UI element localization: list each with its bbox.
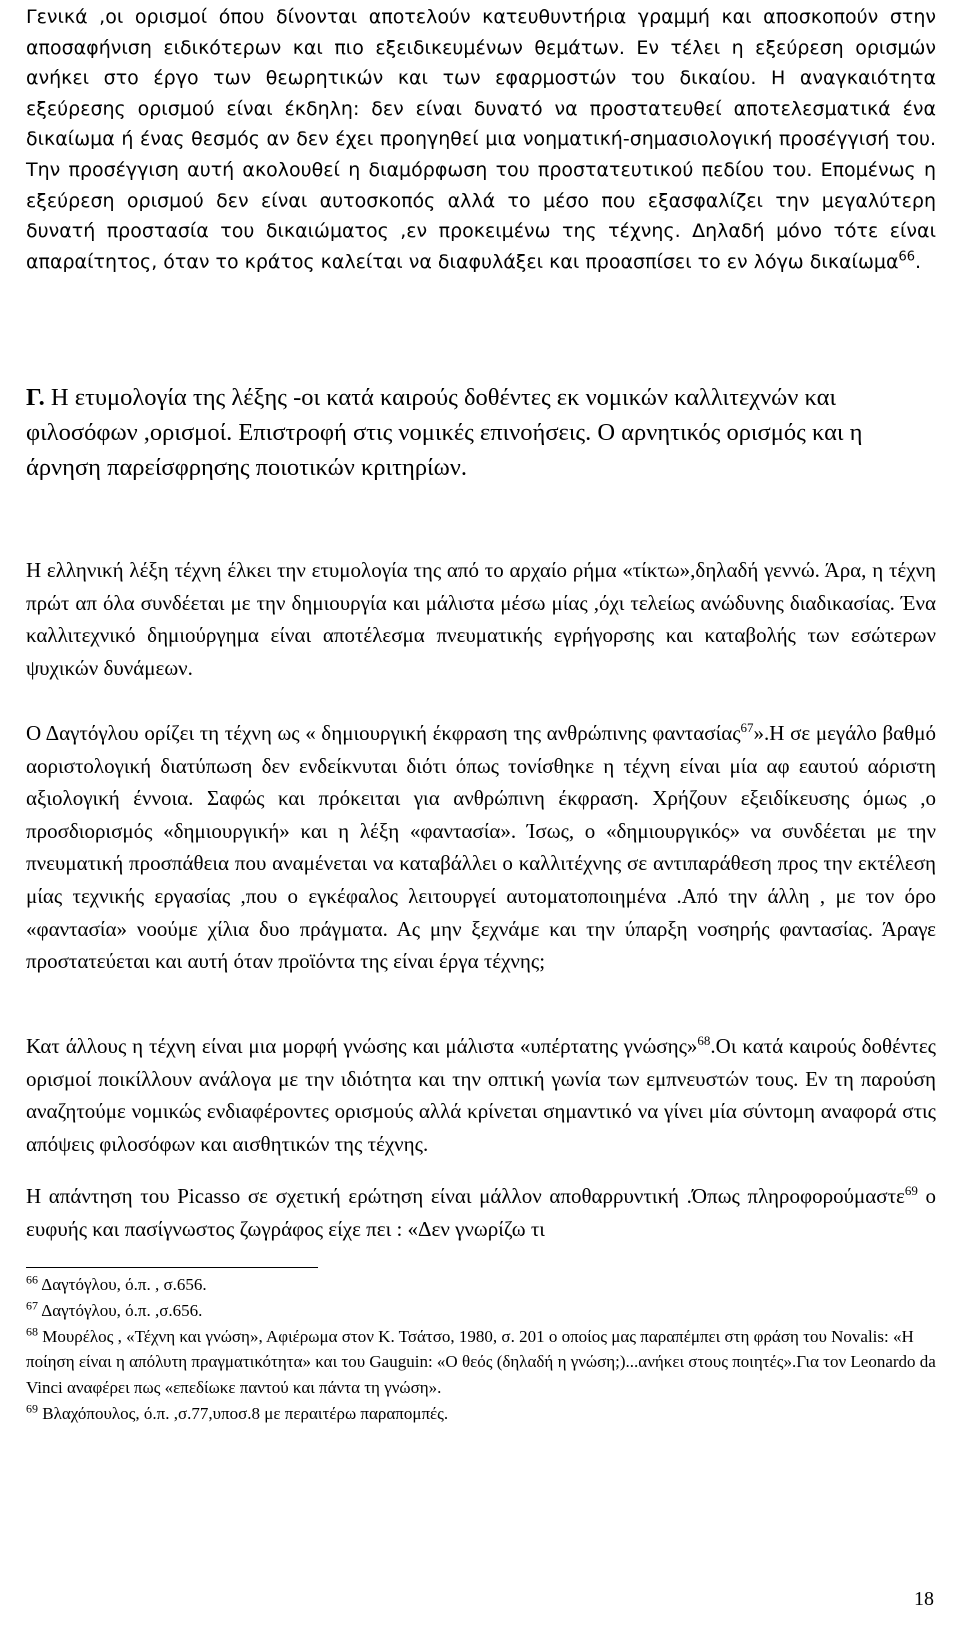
- section-heading-text: Η ετυμολογία της λέξης -οι κατά καιρούς δοθέντες εκ νομικών καλλιτεχνών και φιλοσόφων ,ορισμοί. Επιστροφή στις νομικές επινοήσεις. Ο αρνητικός ορισμός και η άρνηση παρείσφρησης ποιοτικών κριτηρίων.: [26, 384, 863, 481]
- page-number: 18: [914, 1588, 934, 1610]
- footnote-ref-66[interactable]: 66: [898, 249, 916, 265]
- footnote-66: [26, 1272, 936, 1298]
- footnote-separator: [26, 1267, 318, 1268]
- paragraph-text: ».Η σε μεγάλο βαθμό αοριστολογική διατύπωση δεν ενδείκνυται διότι όπως τονίσθηκε η τέχνη είναι μία αφ εαυτού αόριστη αξιολογική έννοια. Σαφώς και πρόκειται για ανθρώπινη έκφραση. Χρήζουν εξειδίκευσης όμως ,ο προσδιορισμός «δημιουργική» και η λέξη «φαντασία». Ίσως, ο «δημιουργικός» να συνδέεται με την πνευματική προσπάθεια που αναμένεται να καταβάλλει ο καλλιτέχνης σε αντιπαράθεση προς την εκτέλεση μίας τεχνικής εργασίας ,που ο εγκέφαλος λειτουργεί αυτοματοποιημένα .Από την άλλη , με τον όρο «φαντασία» νοούμε χίλια δυο πράγματα. Ας μην ξεχνάμε και την ύπαρξη νοσηρής φαντασίας. Άραγε προστατεύεται και αυτή όταν προϊόντα της είναι έργα τέχνης;: [26, 721, 936, 974]
- paragraph-text: .Οι κατά καιρούς δοθέντες ορισμοί ποικίλλουν ανάλογα με την ιδιότητα και την οπτική γωνία των εμπνευστών τους. Εν τη παρούση αναζητούμε νομικώς ενδιαφέροντες ορισμούς αλλά κρίνεται σημαντικό να γίνει μία σύντομη αναφορά στις απόψεις φιλοσόφων και αισθητικών της τέχνης.: [26, 1034, 936, 1156]
- paragraph-text: Ο Δαγτόγλου ορίζει τη τέχνη ως « δημιουργική έκφραση της ανθρώπινης φαντασίας: [26, 721, 741, 745]
- paragraph-text: Η ελληνική λέξη τέχνη έλκει την ετυμολογία της από το αρχαίο ρήμα «τίκτω»,δηλαδή γεννώ. Άρα, η τέχνη πρώτ απ όλα συνδέεται με την δημιουργία και μάλιστα μέσω μίας ,όχι τελείως ανώδυνης διαδικασίας. Ένα καλλιτεχνικό δημιούργημα είναι αποτέλεσμα πνευματικής εγρήγορσης και καταβολής των εσώτερων ψυχικών δυνάμεων.: [26, 558, 936, 680]
- footnote-number: 67: [26, 1298, 38, 1313]
- footnote-69: [26, 1401, 936, 1427]
- paragraph-text: Η απάντηση του Picasso σε σχετική ερώτηση είναι μάλλον αποθαρρυντική .Όπως πληροφορούμαστε: [26, 1184, 905, 1208]
- paragraph-dagtoglou: [26, 717, 936, 978]
- footnote-ref-69[interactable]: 69: [904, 1183, 918, 1198]
- footnotes: [26, 1272, 936, 1427]
- section-heading: [26, 380, 936, 485]
- paragraph-picasso: [26, 1180, 936, 1245]
- footnote-ref-68[interactable]: 68: [697, 1033, 711, 1048]
- footnote-number: 66: [26, 1272, 38, 1287]
- paragraph-end: .: [915, 250, 922, 273]
- footnote-text: Μουρέλος , «Τέχνη και γνώση», Αφιέρωμα στον Κ. Τσάτσο, 1980, σ. 201 ο οποίος μας παραπέμπει στη φράση του Novalis: «Η ποίηση είναι η απόλυτη πραγματικότητα» και του Gauguin: «Ο θεός (δηλαδή η γνώση;)...ανήκει στους ποιητές».Για τον Leonardo da Vinci αναφέρει πως «επεδίωκε παντού και πάντα τη γνώση».: [26, 1326, 936, 1398]
- paragraph-knowledge: [26, 1030, 936, 1160]
- paragraph-text: Γενικά ,οι ορισμοί όπου δίνονται αποτελούν κατευθυντήρια γραμμή και αποσκοπούν στην αποσαφήνιση ειδικότερων και πιο εξειδικευμένων θεμάτων. Εν τέλει η εξεύρεση ορισμών ανήκει στο έργο των θεωρητικών και των εφαρμοστών του δικαίου. Η αναγκαιότητα εξεύρεσης ορισμού είναι έκδηλη: δεν είναι δυνατό να προστατευθεί αποτελεσματικά ένα δικαίωμα ή ένας θεσμός αν δεν έχει προηγηθεί μια νοηματική-σημασιολογική προσέγγισή του. Την προσέγγιση αυτή ακολουθεί η διαμόρφωση του προστατευτικού πεδίου του. Επομένως η εξεύρεση ορισμού δεν είναι αυτοσκοπός αλλά το μέσο που εξασφαλίζει την μεγαλύτερη δυνατή προστασία του δικαιώματος ,εν προκειμένω της τέχνης. Δηλαδή μόνο τότε είναι απαραίτητος, όταν το κράτος καλείται να διαφυλάξει και προασπίσει το εν λόγω δικαίωμα: [26, 6, 936, 273]
- section-label: Γ.: [26, 384, 45, 411]
- paragraph-text: Κατ άλλους η τέχνη είναι μια μορφή γνώσης και μάλιστα «υπέρτατης γνώσης»: [26, 1034, 698, 1058]
- footnote-number: 68: [26, 1323, 38, 1338]
- footnote-text: Δαγτόγλου, ό.π. , σ.656.: [38, 1275, 207, 1294]
- footnote-68: [26, 1324, 936, 1401]
- paragraph-etymology: [26, 554, 936, 684]
- footnote-text: Δαγτόγλου, ό.π. ,σ.656.: [38, 1300, 203, 1320]
- footnote-text: Βλαχόπουλος, ό.π. ,σ.77,υποσ.8 με περαιτέρω παραπομπές.: [38, 1403, 449, 1423]
- footnote-67: [26, 1298, 936, 1324]
- footnote-ref-67[interactable]: 67: [740, 720, 754, 735]
- footnote-number: 69: [26, 1401, 38, 1416]
- paragraph-definitions: [26, 2, 936, 277]
- paragraph-text: ο ευφυής και πασίγνωστος ζωγράφος είχε πει : «Δεν γνωρίζω τι: [26, 1184, 936, 1241]
